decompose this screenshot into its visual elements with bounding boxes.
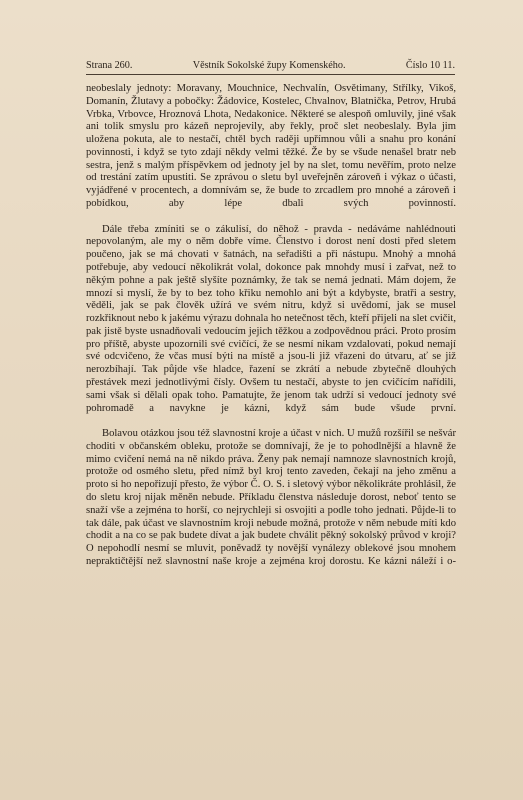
running-header: [86, 60, 455, 71]
paragraph-1: neobeslaly jednoty: Moravany, Mouchnice, Nechvalín, Osvětimany, Střílky, Vikoš, Domanín, Žlutavy a pobočky: Žádovice, Kostelec, Chvalnov, Blatnička, Petrov, Hrubá Vrbka, Vrbovce, Hroznová Lhota, Nedakonice. Některé se alespoň omluvily, jiné však ani tolik smyslu pro kázeň neprojevily, aby řekly, proč slet neobeslaly. Byla jim uložena pokuta, ale to nestačí, chtěl bych raději upřímnou vůli a snahu pro konání povinnosti, i když se tyto zdají někdy velmi těžké. Že by se všude nenašel bratr neb sestra, jenž s malým příspěvkem od jednoty jel by na slet, tomu nevěřím, proto nelze od trestání zatím upustiti. Se zprávou o sletu byl uveřejněn zároveň i výkaz o účasti, vyjádřené v procentech, a domnívám se, že bude to zrcadlem pro mnohé a zároveň i pobídkou, aby lépe dbali svých povinností.: [86, 83, 456, 210]
header-rule: [86, 74, 455, 75]
paragraph-2: Dále třeba zmíniti se o zákulisí, do něhož - pravda - nedáváme nahlédnouti nepovolaným, ale my o něm dobře víme. Členstvo i dorost není dosti před sletem poučeno, jak se má chovati v šatnách, na seřadišti a při nástupu. Mnohý a mnohá potřebuje, aby vedoucí několikrát volal, dokonce pak mnohdy musí i zařvat, než to někým pohne a pak ještě slyšíte poznámky, že tak se nemá jednati. Mám dojem, že mnozí si myslí, že by to bez toho křiku nemohlo ani být a kdybyste, bratři a sestry, věděli, jak se pak člověk užírá ve svém nitru, když si uvědomí, jak se musel rozkřiknout nebo k jakému výrazu dohnala ho netečnost těch, kteří přijeli na slet cvičit, pak jistě byste usnadňovali vedoucím jejich těžkou a zodpovědnou práci. Proto prosím pro příště, abyste upozornili své cvičící, že se nesmí nikam vzdalovati, pokud nemají své odcvičeno, že včas musí býti na místě a jsou-li již vřazeni do útvaru, ať se již nerozbíhají. Tak půjde vše hladce, řazení se zkrátí a nebude zbytečně dlouhých přestávek mezi jednotlivými čísly. Ovšem tu nestačí, abyste to jen cvičícím nařídili, sami však si dělali opak toho. Pamatujte, že jenom tak udrží si vedoucí jednoty své pohromadě a navykne je kázni, když sám bude všude první.: [86, 223, 456, 414]
page-number: Strana 260.: [86, 60, 133, 71]
issue-number: Číslo 10 11.: [405, 60, 455, 71]
paragraph-3: Bolavou otázkou jsou též slavnostní kroje a účast v nich. U mužů rozšířil se nešvár choditi v občanském obleku, protože se domnívají, že je to pohodlnější a hlavně že mimo cvičení nemá na ně nikdo práva. Ženy pak nemají namnoze slavnostních krojů, protože od osmého sletu, před nímž byl kroj tento zaveden, čekají na jeho změnu a proto si ho nepořizují přesto, že výbor Č. O. S. i sletový výbor několikráte prohlásil, že do sletu kroj nijak měněn nebude. Příkladu členstva následuje dorost, neboť tento se snaží vše a zejména to horší, co nejrychleji si osvojiti a podle toho jednati. Půjde-li to tak dále, pak účast ve slavnostním kroji nebude možná, protože v něm nebude míti kdo chodit a na co se pak budete dívat a jak budete chválit pěkný sokolský průvod v kroji? O nepohodlí nesmí se mluvit, poněvadž ty novější vynálezy oblekové jsou mnohem nepraktičtější než slavnostní naše kroje a zejména kroj dorostu. Ke kázni náleží i o-: [86, 428, 456, 567]
article-body: [86, 83, 456, 581]
journal-title: Věstník Sokolské župy Komenského.: [192, 60, 346, 71]
